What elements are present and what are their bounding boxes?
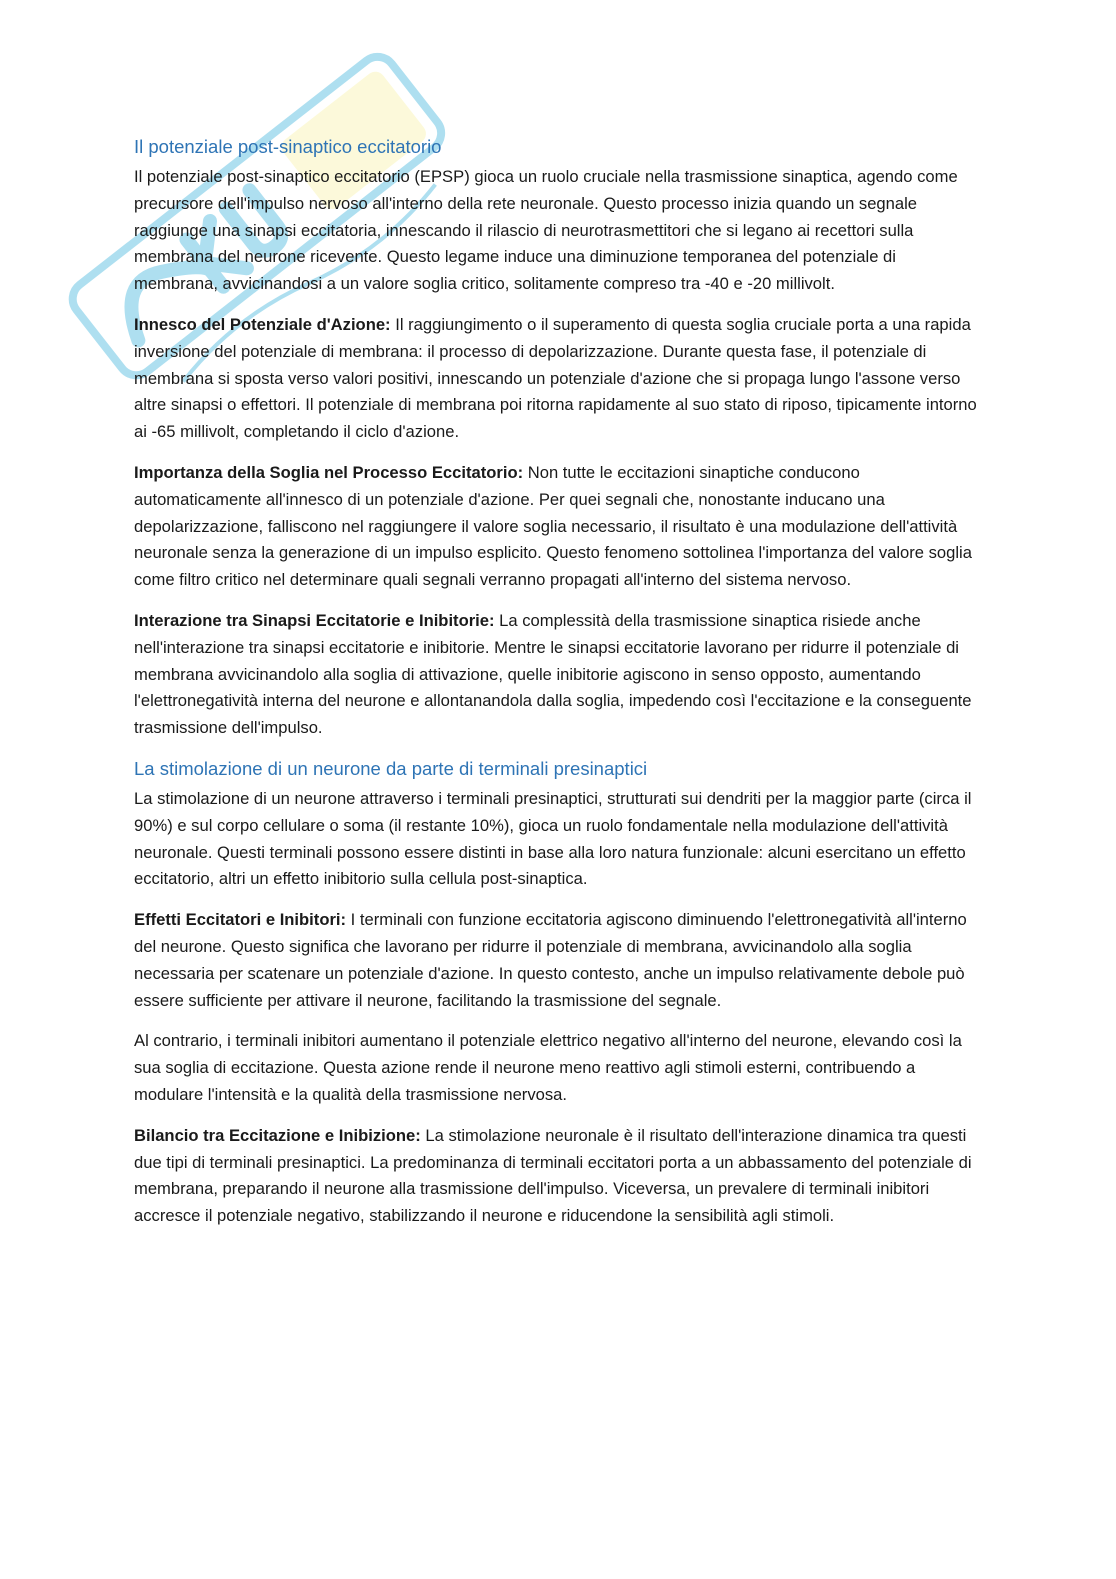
paragraph-stimolazione-intro: La stimolazione di un neurone attraverso i terminali presinaptici, strutturati sui dendriti per la maggior parte (circa il 90%) e sul corpo cellulare o soma (il restante 10%), gioca un ruolo fondamentale nella modulazione dell'attività neuronale. Questi terminali possono essere distinti in base alla loro natura funzionale: alcuni esercitano un effetto eccitatorio, altri un effetto inibitorio sulla cellula post-sinaptica. [134,788,972,889]
paragraph-body: Non tutte le eccitazioni sinaptiche conducono automaticamente all'innesco di un potenziale d'azione. Per quei segnali che, nonostante inducano una depolarizzazione, falliscono nel raggiungere il valore soglia necessario, il risultato è una modulazione dell'attività neuronale senza la generazione di un impulso esplicito. Questo fenomeno sottolinea l'importanza del valore soglia come filtro critico nel determinare quali segnali verranno propagati all'interno del sistema nervoso. [134,462,972,590]
paragraph-body: I terminali con funzione eccitatoria agiscono diminuendo l'elettronegatività all'interno del neurone. Questo significa che lavorano per ridurre il potenziale di membrana, avvicinandolo alla soglia necessaria per scatenare un potenziale d'azione. In questo contesto, anche un impulso relativamente debole può essere sufficiente per attivare il neurone, facilitando la trasmissione del segnale. [134,910,967,1010]
paragraph-body: La stimolazione neuronale è il risultato dell'interazione dinamica tra questi due tipi di terminali presinaptici. La predominanza di terminali eccitatori porta a un abbassamento del potenziale di membrana, preparando il neurone alla trasmissione dell'impulso. Viceversa, un prevalere di terminali inibitori accresce il potenziale negativo, stabilizzando il neurone e riducendone la sensibilità agli stimoli. [134,1125,972,1226]
paragraph-epsp-intro: Il potenziale post-sinaptico eccitatorio (EPSP) gioca un ruolo cruciale nella trasmissione sinaptica, agendo come precursore dell'impulso nervoso all'interno della rete neuronale. Questo processo inizia quando un segnale raggiunge una sinapsi eccitatoria, innescando il rilascio di neurotrasmettitori che si legano ai recettori sulla membrana del neurone ricevente. Questo legame induce una diminuzione temporanea del potenziale di membrana, avvicinandosi a un valore soglia critico, solitamente compreso tra -40 e -20 millivolt. [134,167,958,294]
paragraph-effetti [134,907,982,1014]
document-page [134,134,982,1244]
paragraph-body: Il raggiungimento o il superamento di questa soglia cruciale porta a una rapida inversione del potenziale di membrana: il processo di depolarizzazione. Durante questa fase, il potenziale di membrana si sposta verso valori positivi, innescando un potenziale d'azione che si propaga lungo l'assone verso altre sinapsi o effettori. Il potenziale di membrana poi ritorna rapidamente al suo stato di riposo, tipicamente intorno ai -65 millivolt, completando il ciclo d'azione. [134,314,977,442]
paragraph-title: Interazione tra Sinapsi Eccitatorie e Inibitorie: [134,610,495,630]
paragraph-importanza-soglia [134,460,982,594]
paragraph-title: Bilancio tra Eccitazione e Inibizione: [134,1125,421,1145]
section-heading-stimolazione: La stimolazione di un neurone da parte di terminali presinaptici [134,757,648,779]
section-heading-epsp: Il potenziale post-sinaptico eccitatorio [134,136,442,157]
paragraph-innesco [134,312,982,446]
paragraph-interazione-sinapsi [134,608,982,742]
paragraph-body: La complessità della trasmissione sinaptica risiede anche nell'interazione tra sinapsi eccitatorie e inibitorie. Mentre le sinapsi eccitatorie lavorano per ridurre il potenziale di membrana avvicinandolo alla soglia di attivazione, quelle inibitorie agiscono in senso opposto, aumentando l'elettronegatività interna del neurone e allontanandola dalla soglia, impedendo così l'eccitazione e la conseguente trasmissione dell'impulso. [134,610,972,738]
paragraph-title: Effetti Eccitatori e Inibitori: [134,910,347,930]
paragraph-title: Innesco del Potenziale d'Azione: [134,314,391,334]
paragraph-bilancio [134,1123,982,1230]
paragraph-title: Importanza della Soglia nel Processo Eccitatorio: [134,462,524,482]
paragraph-al-contrario: Al contrario, i terminali inibitori aumentano il potenziale elettrico negativo all'interno del neurone, elevando così la sua soglia di eccitazione. Questa azione rende il neurone meno reattivo agli stimoli esterni, contribuendo a modulare l'intensità e la qualità della trasmissione nervosa. [134,1031,962,1104]
